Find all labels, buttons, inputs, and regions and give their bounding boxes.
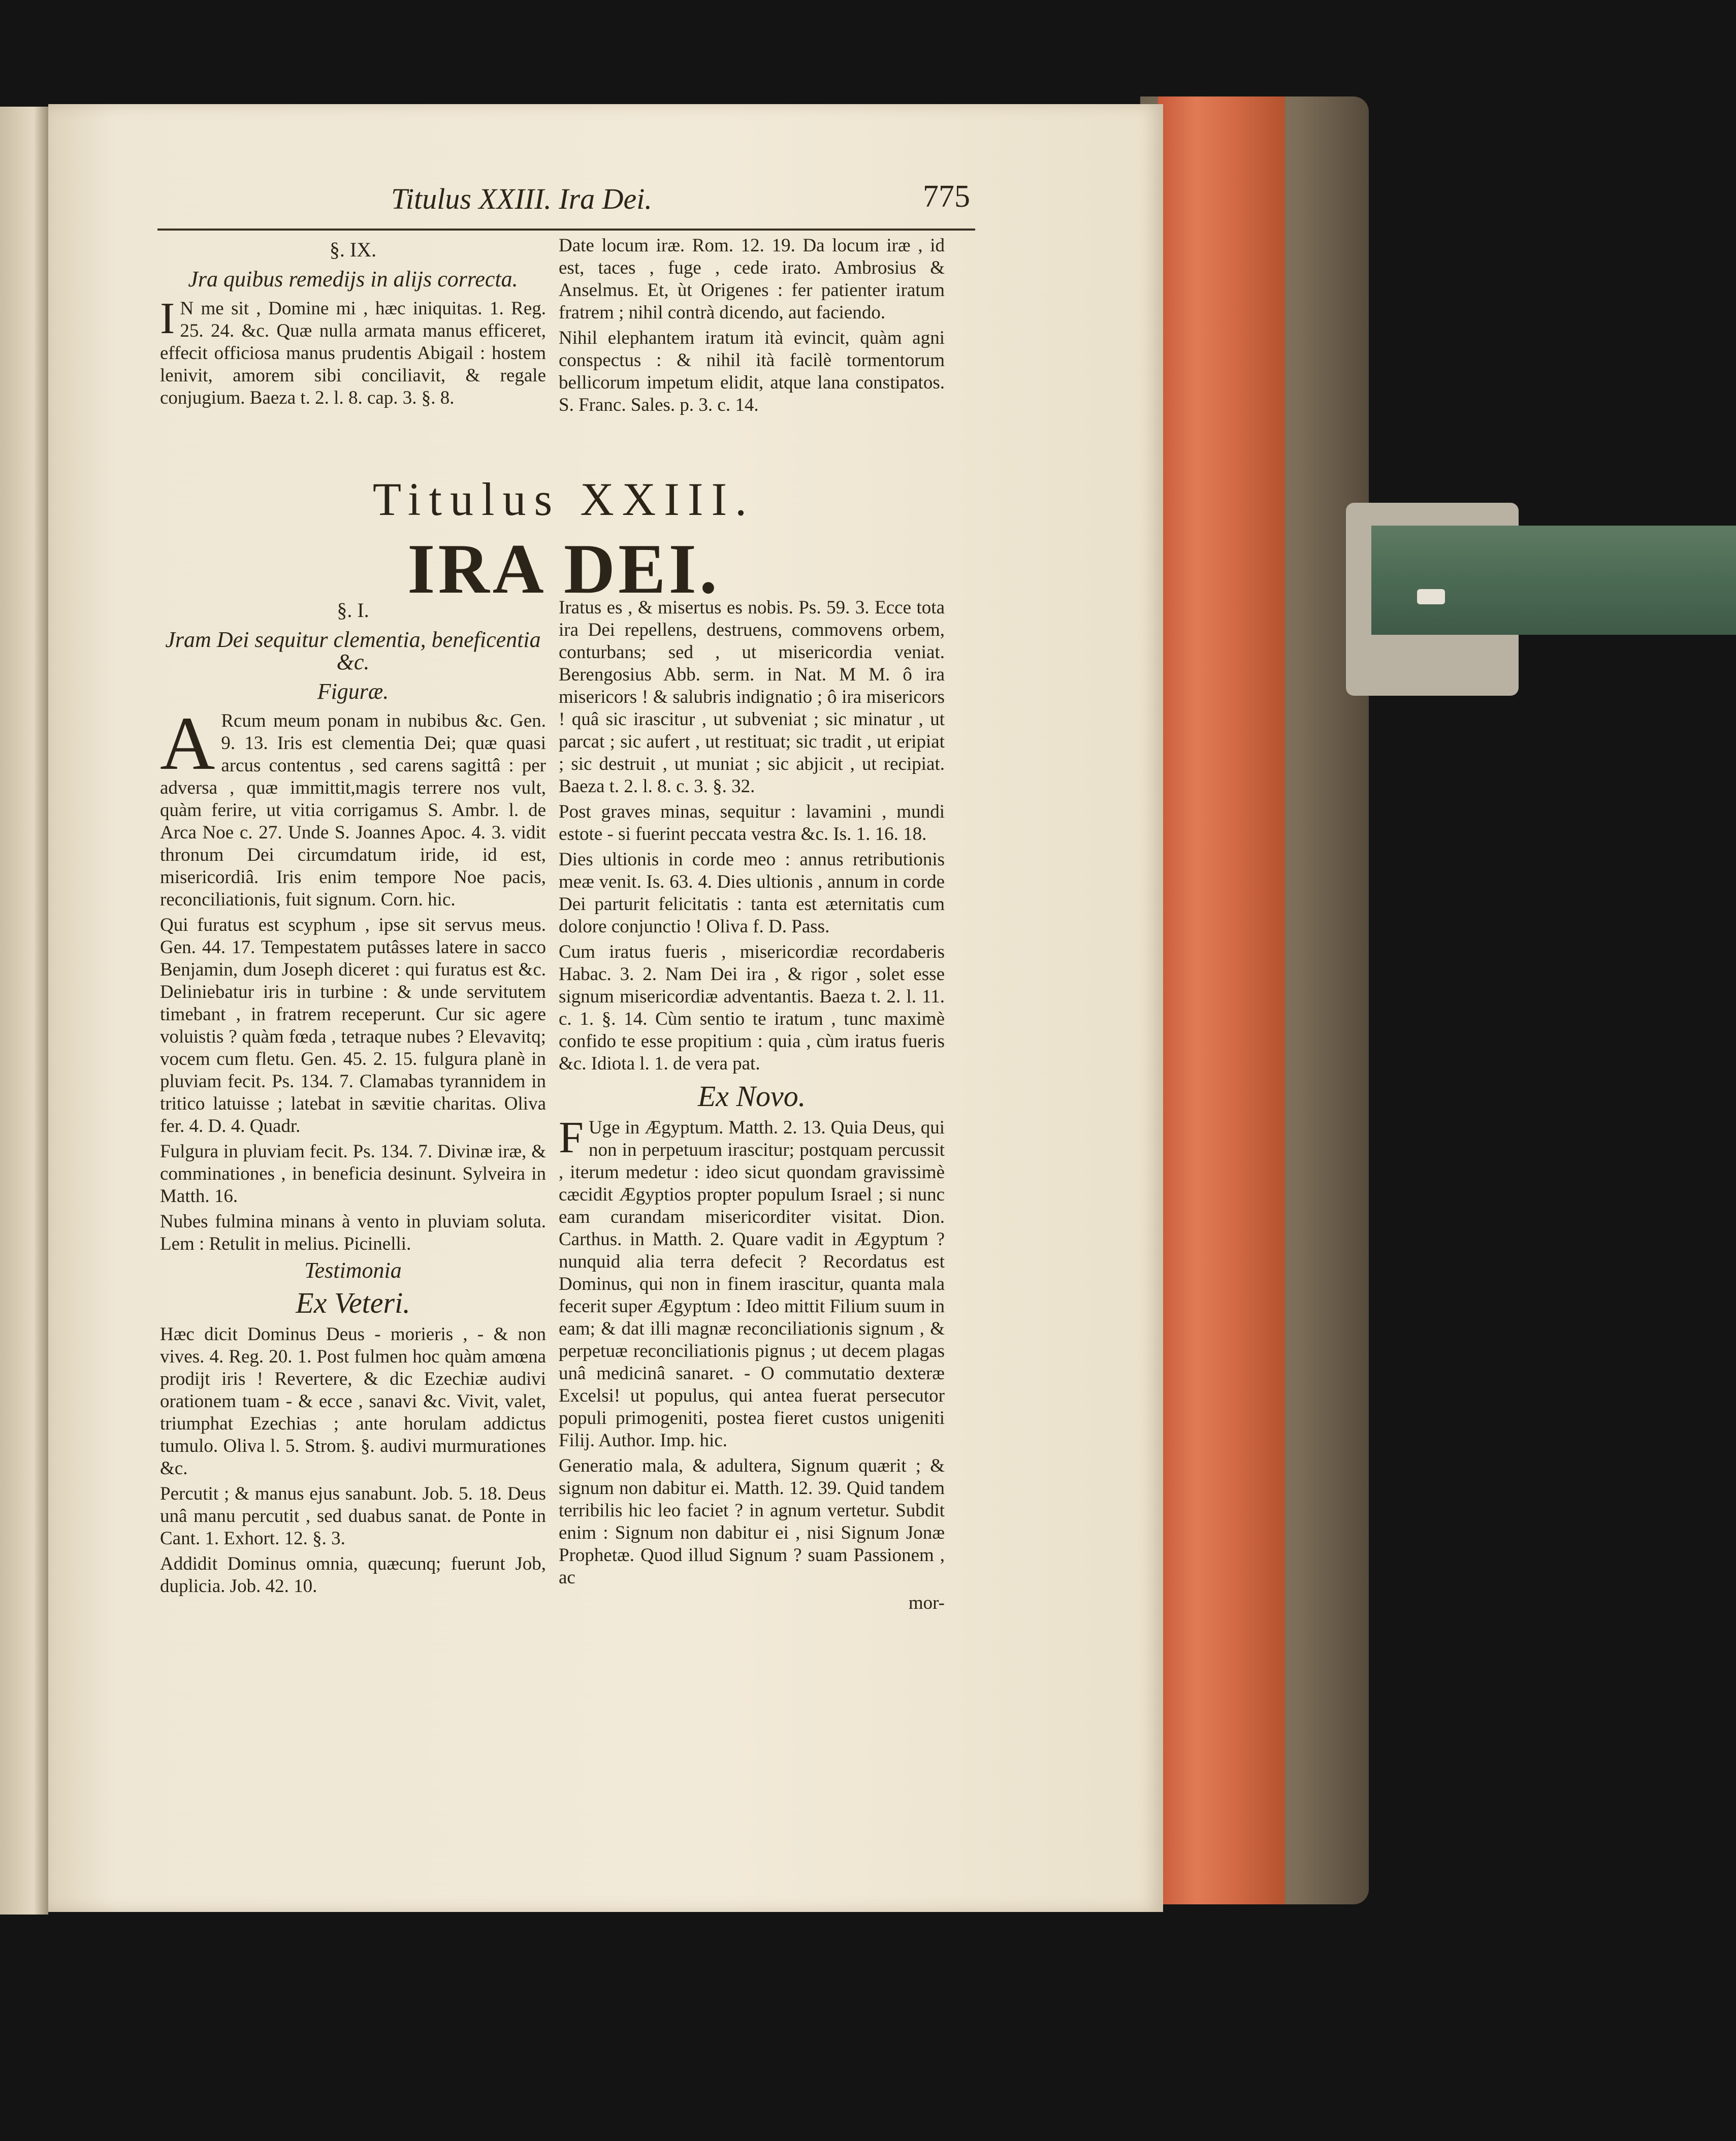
paragraph: A Rcum meum ponam in nubibus &c. Gen. 9. 13. Iris est clementia Dei; quæ quasi arcus contentus , sed carens sagittâ : per adversa , quæ immittit,magis terrere nos vult, quàm ferire, ut vitia corrigamus S. Ambr. l. de Arca Noe c. 27. Unde S. Joannes Apoc. 4. 3. vidit thronum Dei circumdatum iride, id est, misericordiâ. Iris enim tempore Noe pacis, reconciliationis, fuit signum. Corn. hic.: [160, 701, 546, 910]
paragraph: Dies ultionis in corde meo : annus retributionis meæ venit. Is. 63. 4. Dies ultionis , annum in corde Dei parturit felicitatis : tanta est æternitatis cum dolore conjunctio ! Oliva f. D. Pass.: [559, 849, 945, 937]
figurae-heading: Figuræ.: [317, 679, 389, 704]
clasp-strap: [1371, 526, 1736, 635]
right-column: [559, 597, 945, 1614]
red-fore-edge: [1158, 96, 1285, 1904]
paragraph: Hæc dicit Dominus Deus - morieris , - & non vives. 4. Reg. 20. 1. Post fulmen hoc quàm amœna prodijt iris ! Revertere, & dic Ezechiæ audivi orationem tuam - & ecce , sanavi &c. Vivit, valet, triumphat Ezechias ; ante horulam addictus tumulo. Oliva l. 5. Strom. §. audivi murmurationes &c.: [160, 1324, 546, 1479]
paragraph: I N me sit , Domine mi , hæc iniquitas. 1. Reg. 25. 24. &c. Quæ nulla armata manus efficeret, effecit officiosa manus prudentis Abigail : hostem lenivit, amorem sibi conciliavit, & regale conjugium. Baeza t. 2. l. 8. cap. 3. §. 8.: [160, 294, 546, 408]
title-main: IRA DEI.: [407, 530, 720, 608]
catchword: mor-: [908, 1593, 945, 1613]
page-number: 775: [923, 179, 970, 214]
paragraph: F Uge in Ægyptum. Matth. 2. 13. Quia Deus, qui non in perpetuum irascitur; postquam percussit , iterum medetur : ideo sicut quondam gravissimè cæcidit Ægyptios propter populum Israel ; si nunc eam curandam misericorditer visitat. Dion. Carthus. in Matth. 2. Quare vadit in Ægyptum ? nunquid alia terra defecit ? Recordatus est Dominus, qui non in finem irascitur, quanta mala fecerit super Ægyptum : Ideo mittit Filium suum in eam; & dat illi magnæ reconciliationis signum , & perpetuæ reconciliationis pignus ; ut decem plagas unâ medicinâ sanaret. - O commutatio dexteræ Excelsi! ut populus, qui antea fuerat persecutor populi primogeniti, postea fieret custos unigeniti Filij. Author. Imp. hic.: [559, 1113, 945, 1451]
paragraph: Cum iratus fueris , misericordiæ recordaberis Habac. 3. 2. Nam Dei ira , & rigor , solet esse signum misericordiæ adventantis. Baeza t. 2. l. 11. c. 1. §. 14. Cùm sentio te iratum , tunc maximè confido te esse propitium : quia , cùm iratus fueris &c. Idiota l. 1. de vera pat.: [559, 942, 945, 1074]
paragraph: Post graves minas, sequitur : lavamini , mundi estote - si fuerint peccata vestra &c. Is. 1. 16. 18.: [559, 801, 945, 845]
facing-page-edge: [0, 107, 48, 1915]
titulus-heading: Titulus XXIII.: [372, 473, 755, 525]
top-left-block: [160, 239, 546, 412]
testimonia-heading: Testimonia: [304, 1258, 402, 1283]
paragraph: Iratus es , & misertus es nobis. Ps. 59. 3. Ecce tota ira Dei repellens, destruens, commovens orbem, conturbans; sed , ut misericordia veniat. Berengosius Abb. serm. in Nat. M M. ô ira misericors ! & salubris indignatio ; ô ira misericors ! quâ sic irascitur , ut subveniat ; sic minatur , ut parcat ; sic aufert , ut restituat; sic tradit , ut eripiat ; sic destruit , ut muniat ; sic abjicit , ut recipiat. Baeza t. 2. l. 8. c. 3. §. 32.: [559, 597, 945, 797]
section-mark: §. I.: [337, 599, 369, 622]
clasp-hole: [1417, 589, 1445, 604]
left-column: [160, 599, 546, 1601]
running-header: [157, 178, 975, 231]
top-right-block: [559, 235, 945, 419]
ex-novo-heading: Ex Novo.: [697, 1080, 806, 1113]
drop-cap: A: [160, 701, 215, 786]
section-mark: §. IX.: [329, 238, 377, 261]
running-title: Titulus XXIII. Ira Dei.: [391, 182, 652, 215]
paragraph: Percutit ; & manus ejus sanabunt. Job. 5. 18. Deus unâ manu percutit , sed duabus sanat. de Ponte in Cant. 1. Exhort. 12. §. 3.: [160, 1483, 546, 1549]
ex-veteri-heading: Ex Veteri.: [296, 1286, 410, 1319]
section-heading: Jram Dei sequitur clementia, beneficentia &c.: [165, 627, 541, 674]
paragraph: Qui furatus est scyphum , ipse sit servus meus. Gen. 44. 17. Tempestatem putâsses latere in sacco Benjamin, dum Joseph diceret : qui furatus est &c. Deliniebatur iris in turbine : & unde servitutem timebant , in fratrem receperunt. Cur sic agere voluistis ? quàm fœda , tetraque nubes ? Elevavitq; vocem cum fletu. Gen. 45. 2. 15. fulgura planè in pluviam fecit. Ps. 134. 7. Clamabas tyrannidem in tritico latuisse ; latebat in sævitie charitas. Oliva fer. 4. D. 4. Quadr.: [160, 915, 546, 1137]
drop-cap: I: [160, 294, 175, 343]
section-heading: Jra quibus remedijs in alijs correcta.: [188, 267, 518, 291]
paragraph: Date locum iræ. Rom. 12. 19. Da locum iræ , id est, taces , fuge , cede irato. Ambrosius & Anselmus. Et, ùt Origenes : fer patienter iratum fratrem ; nihil contrà dicendo, aut faciendo.: [559, 235, 945, 323]
paragraph: Generatio mala, & adultera, Signum quærit ; & signum non dabitur ei. Matth. 12. 39. Quid tandem terribilis hic leo faciet ? in agnum vertetur. Subdit enim : Signum non dabitur ei , nisi Signum Jonæ Prophetæ. Quod illud Signum ? suam Passionem , ac: [559, 1455, 945, 1588]
paragraph: Addidit Dominus omnia, quæcunq; fuerunt Job, duplicia. Job. 42. 10.: [160, 1553, 546, 1597]
drop-cap: F: [559, 1113, 584, 1162]
paragraph: Nihil elephantem iratum ità evincit, quàm agni conspectus : & nihil ità facilè tormentorum bellicorum impetum elidit, atque lana constipatos. S. Franc. Sales. p. 3. c. 14.: [559, 328, 945, 415]
paragraph: Fulgura in pluviam fecit. Ps. 134. 7. Divinæ iræ, & comminationes , in beneficia desinunt. Sylveira in Matth. 16.: [160, 1141, 546, 1207]
paragraph: Nubes fulmina minans à vento in pluviam soluta. Lem : Retulit in melius. Picinelli.: [160, 1211, 546, 1254]
